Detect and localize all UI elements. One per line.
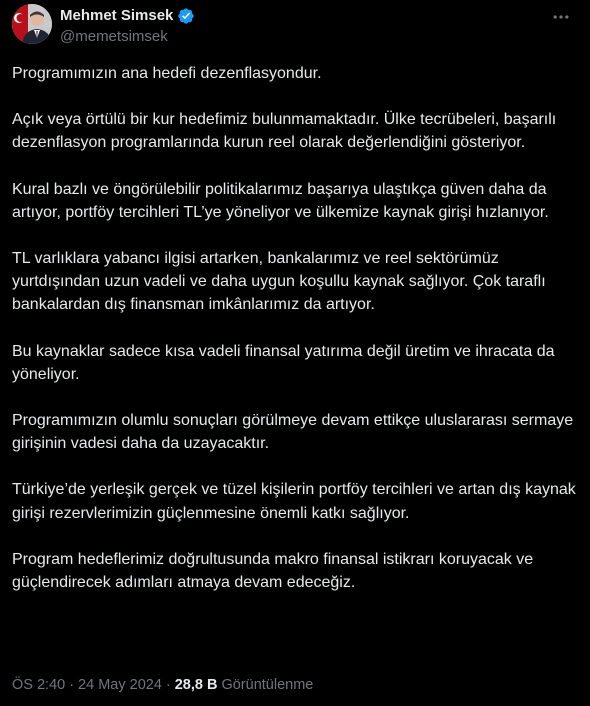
more-options-button[interactable] xyxy=(544,6,578,28)
views-label: Görüntülenme xyxy=(221,677,314,693)
avatar[interactable] xyxy=(12,4,52,44)
tweet-paragraph: Kural bazlı ve öngörülebilir politikalarımız başarıya ulaştıkça güven daha da artıyor, portföy tercihleri TL’ye yöneliyor ve ülkemize kaynak girişi hızlanıyor. xyxy=(12,180,549,221)
tweet-paragraph: Program hedeflerimiz doğrultusunda makro finansal istikrarı koruyacak ve güçlendirecek adımları atmaya devam edeceğiz. xyxy=(12,550,534,592)
tweet-paragraph: Açık veya örtülü bir kur hedefimiz bulunmamaktadır. Ülke tecrübeleri, başarılı dezenflasyon programlarında kurun reel olarak değerlendiğini gösteriyor. xyxy=(12,111,557,152)
author-info xyxy=(60,6,195,47)
meta-separator: · xyxy=(165,677,171,693)
tweet-text xyxy=(12,62,578,594)
tweet-header xyxy=(12,4,578,46)
views-count[interactable]: 28,8 B xyxy=(174,677,218,693)
avatar-image xyxy=(12,4,52,44)
tweet-paragraph: Programımızın olumlu sonuçları görülmeye devam ettikçe uluslararası sermaye girişinin vadesi daha da uzayacaktır. xyxy=(12,412,574,453)
meta-separator: · xyxy=(69,677,75,693)
tweet-paragraph: Programımızın ana hedefi dezenflasyondur. xyxy=(12,65,322,82)
author-display-name[interactable]: Mehmet Simsek xyxy=(60,7,174,24)
verified-badge-icon xyxy=(177,7,195,25)
tweet-meta xyxy=(12,675,313,695)
tweet-date[interactable]: 24 May 2024 xyxy=(78,677,162,693)
tweet-paragraph: Türkiye’de yerleşik gerçek ve tüzel kişilerin portföy tercihleri ve artan dış kaynak girişi rezervlerimizin güçlenmesine önemli katkı sağlıyor. xyxy=(12,481,576,522)
tweet-time[interactable]: ÖS 2:40 xyxy=(12,677,66,693)
author-handle[interactable]: @memetsimsek xyxy=(60,28,168,45)
tweet-paragraph: Bu kaynaklar sadece kısa vadeli finansal yatırıma değil üretim ve ihracata da yöneliyor. xyxy=(12,342,555,383)
tweet-paragraph: TL varlıklara yabancı ilgisi artarken, bankalarımız ve reel sektörümüz yurtdışından uzun vadeli ve daha uygun koşullu kaynak sağlıyor. Çok taraflı bankalardan dış finansman imkânlarımız da artıyor. xyxy=(12,250,546,314)
more-horizontal-icon xyxy=(551,7,571,27)
